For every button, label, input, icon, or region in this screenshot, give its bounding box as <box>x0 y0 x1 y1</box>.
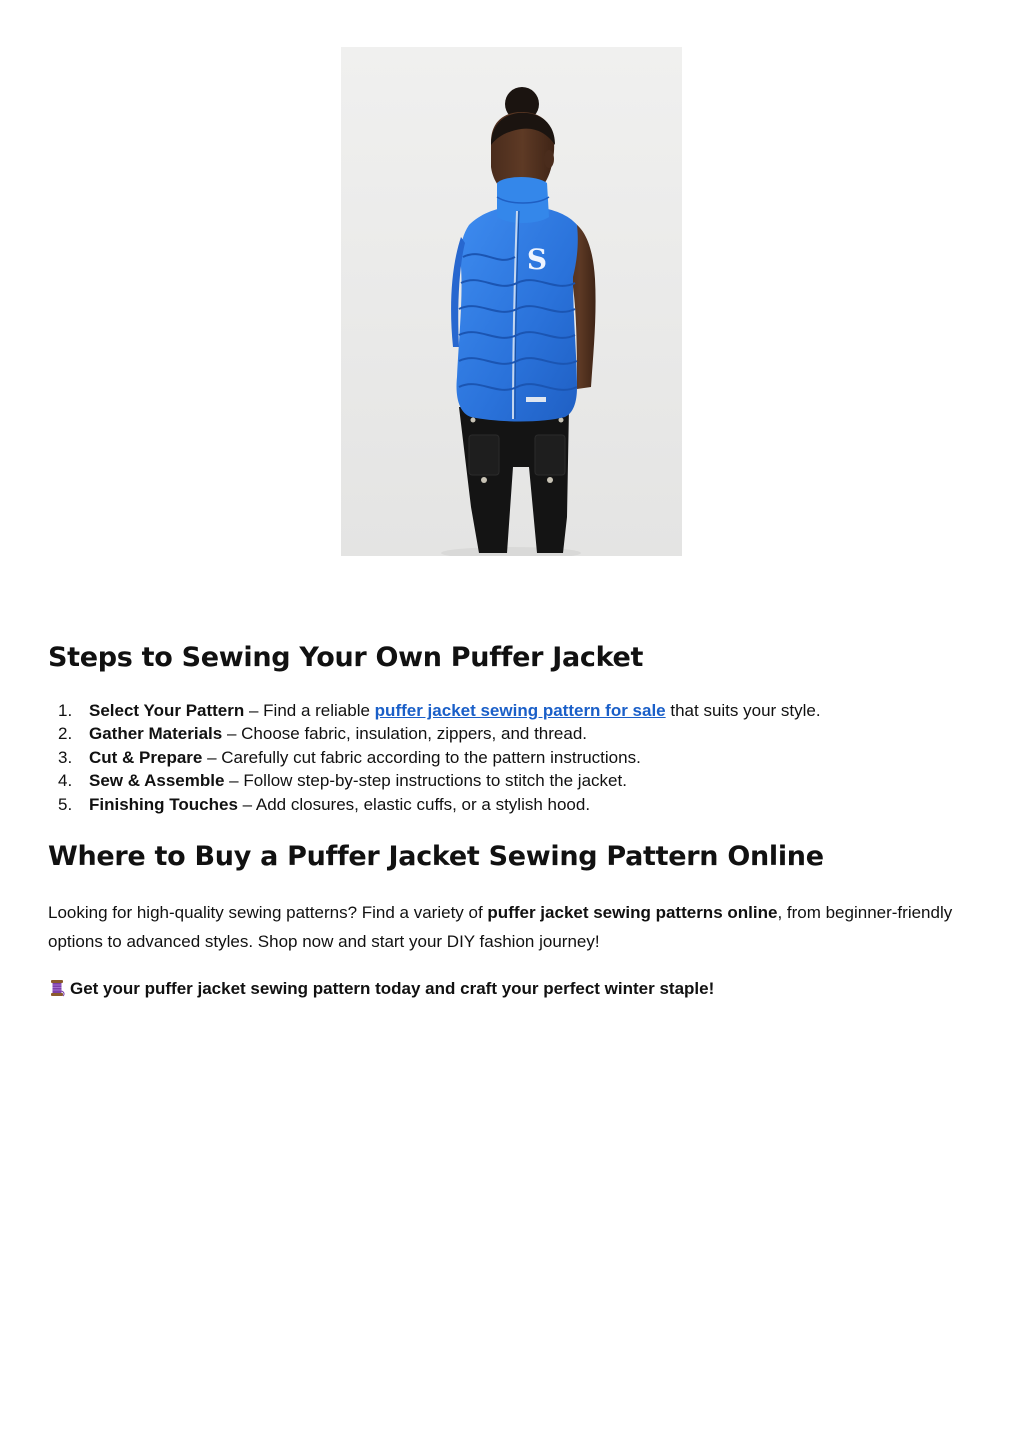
list-item <box>48 746 978 769</box>
step-label: Sew & Assemble <box>89 771 225 791</box>
step-text: that suits your style. <box>665 701 821 720</box>
section-title-buy: Where to Buy a Puffer Jacket Sewing Pattern Online <box>48 841 824 872</box>
paragraph-bold-text: puffer jacket sewing patterns online <box>487 903 778 922</box>
list-number: 5. <box>58 794 73 814</box>
cta-line <box>48 976 714 1005</box>
step-label: Gather Materials <box>89 724 223 744</box>
step-label: Finishing Touches <box>89 794 238 814</box>
thread-spool-icon <box>48 979 66 1005</box>
list-number: 4. <box>58 771 73 791</box>
step-text: – Add closures, elastic cuffs, or a stylish hood. <box>237 794 591 814</box>
step-text: – Find a reliable <box>244 701 375 720</box>
list-item <box>48 769 978 792</box>
paragraph-text: , from beginner-friendly options to advanced styles. Shop now and start your DIY fashion journey! <box>48 903 953 951</box>
cta-text: Get your puffer jacket sewing pattern today and craft your perfect winter staple! <box>70 979 715 998</box>
steps-list <box>48 699 978 816</box>
section-title-steps: Steps to Sewing Your Own Puffer Jacket <box>48 642 644 673</box>
paragraph-text: Looking for high-quality sewing patterns? Find a variety of <box>48 903 488 922</box>
list-item <box>48 699 978 722</box>
hero-photo <box>341 47 682 556</box>
list-number: 3. <box>58 747 73 767</box>
pattern-for-sale-link[interactable]: puffer jacket sewing pattern for sale <box>374 701 666 720</box>
step-text: – Choose fabric, insulation, zippers, and thread. <box>222 724 588 744</box>
list-item <box>48 722 978 745</box>
list-item <box>48 793 978 816</box>
step-label: Select Your Pattern <box>89 701 245 720</box>
step-text: – Follow step-by-step instructions to stitch the jacket. <box>224 771 627 791</box>
step-label: Cut & Prepare <box>89 747 203 767</box>
buy-paragraph <box>48 898 978 956</box>
svg-text:S: S <box>526 243 548 276</box>
list-number: 2. <box>58 724 73 744</box>
step-text: – Carefully cut fabric according to the pattern instructions. <box>202 747 641 767</box>
list-number: 1. <box>58 701 73 720</box>
